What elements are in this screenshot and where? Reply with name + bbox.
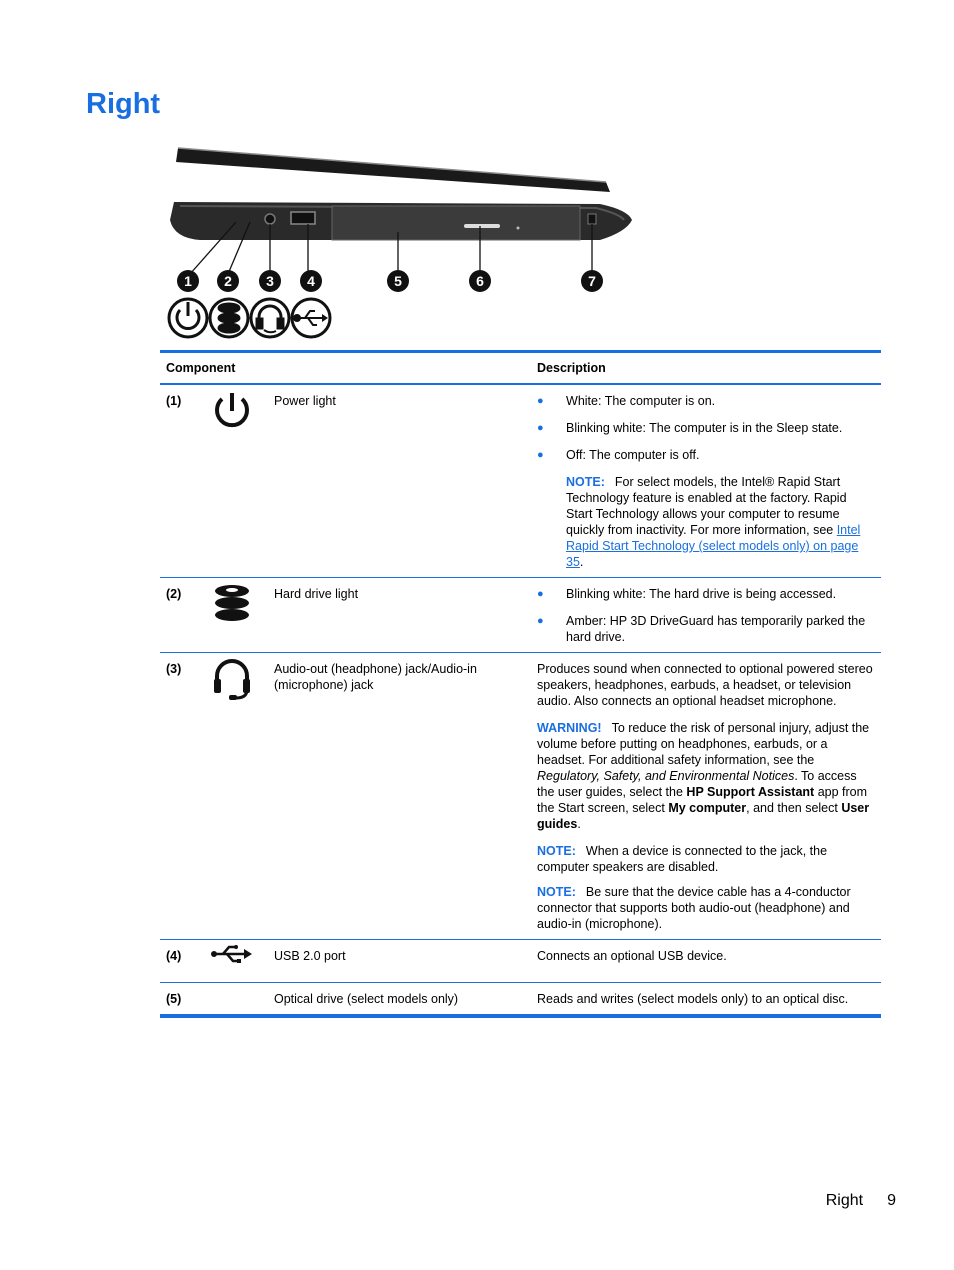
note (537, 843, 875, 875)
component-name: Optical drive (select models only) (274, 992, 459, 1006)
callout-6 (469, 270, 491, 292)
callout-2 (217, 270, 239, 292)
svg-text:4: 4 (307, 273, 315, 289)
callout-5 (387, 270, 409, 292)
note (537, 884, 875, 932)
warning-bold: My computer (668, 801, 747, 815)
row-number: (4) (166, 949, 182, 963)
note-end: . (579, 555, 584, 569)
component-name: Power light (274, 394, 336, 408)
component-table (160, 350, 881, 1018)
table-header-row (160, 352, 881, 385)
warning-label: WARNING! (537, 721, 602, 735)
page-number: 9 (887, 1192, 896, 1209)
warning-italic: Regulatory, Safety, and Environmental Notices (537, 769, 795, 783)
headphone-icon (251, 299, 289, 337)
list-item: ● White: The computer is on. (537, 393, 875, 409)
table-row (160, 940, 881, 983)
list-item: ● Off: The computer is off. (537, 447, 875, 463)
table-row (160, 653, 881, 940)
callout-7 (581, 270, 603, 292)
svg-text:6: 6 (476, 273, 484, 289)
callout-3 (259, 270, 281, 292)
component-description: Reads and writes (select models only) to an optical disc. (537, 992, 849, 1006)
table-row (160, 578, 881, 653)
svg-text:2: 2 (224, 273, 232, 289)
warning-text: To reduce the risk of personal injury, adjust the volume before putting on headphones, earbuds, or a headset. For additional safety information, see the (537, 721, 870, 767)
note (537, 474, 875, 570)
component-description: Connects an optional USB device. (537, 949, 727, 963)
page-title: Right (86, 88, 161, 120)
footer-section: Right (825, 1192, 864, 1209)
table-row (160, 983, 881, 1017)
header-description: Description (537, 361, 606, 375)
intel-rapid-start-link[interactable]: Intel Rapid Start Technology (select models only) on page 35 (566, 523, 861, 569)
row-number: (3) (166, 662, 182, 676)
warning-text: app from the Start screen, select (537, 785, 868, 815)
component-name: Audio-out (headphone) jack/Audio-in (microphone) jack (274, 662, 477, 692)
header-component: Component (166, 361, 236, 375)
table-row (160, 384, 881, 578)
warning-bold: User guides (537, 801, 870, 831)
callout-1 (177, 270, 199, 292)
svg-text:1: 1 (184, 273, 192, 289)
note-label: NOTE: (537, 885, 576, 899)
note-text: Be sure that the device cable has a 4-conductor connector that supports both audio-out (headphone) and audio-in (microphone). (537, 885, 851, 931)
note-text: For select models, the Intel® Rapid Start Technology feature is enabled at the factory. Rapid Start Technology allows your computer to resume quickly from inactivity. For more information, see (566, 475, 847, 537)
hard-drive-icon (210, 299, 248, 337)
warning (537, 720, 875, 832)
svg-text:3: 3 (266, 273, 274, 289)
warning-text: , and then select (746, 801, 842, 815)
note-label: NOTE: (537, 844, 576, 858)
list-item: ● Blinking white: The computer is in the Sleep state. (537, 420, 875, 436)
row-number: (5) (166, 992, 182, 1006)
component-name: USB 2.0 port (274, 949, 346, 963)
power-icon (169, 299, 207, 337)
description-text: Produces sound when connected to optional powered stereo speakers, headphones, earbuds, a headset, or television audio. Also connects an optional headset microphone. (537, 662, 873, 708)
power-icon (210, 389, 254, 433)
usb-icon (292, 299, 330, 337)
component-description (531, 384, 881, 578)
note-label: NOTE: (566, 475, 605, 489)
note-text: When a device is connected to the jack, the computer speakers are disabled. (537, 844, 828, 874)
svg-text:7: 7 (588, 273, 596, 289)
component-description (531, 653, 881, 940)
row-number: (1) (166, 394, 182, 408)
callout-4 (300, 270, 322, 292)
warning-text: . To access the user guides, select the (537, 769, 857, 799)
laptop-right-side-illustration (160, 140, 640, 340)
component-name: Hard drive light (274, 587, 359, 601)
headphone-icon (210, 657, 254, 701)
hard-drive-icon (210, 582, 254, 626)
component-description (531, 578, 881, 653)
row-number: (2) (166, 587, 182, 601)
svg-text:5: 5 (394, 273, 402, 289)
usb-icon (210, 944, 254, 964)
warning-bold: HP Support Assistant (686, 785, 815, 799)
page-footer (826, 1192, 896, 1210)
list-item: ● Amber: HP 3D DriveGuard has temporarily parked the hard drive. (537, 613, 875, 645)
warning-text: . (577, 817, 581, 831)
list-item: ● Blinking white: The hard drive is being accessed. (537, 586, 875, 602)
